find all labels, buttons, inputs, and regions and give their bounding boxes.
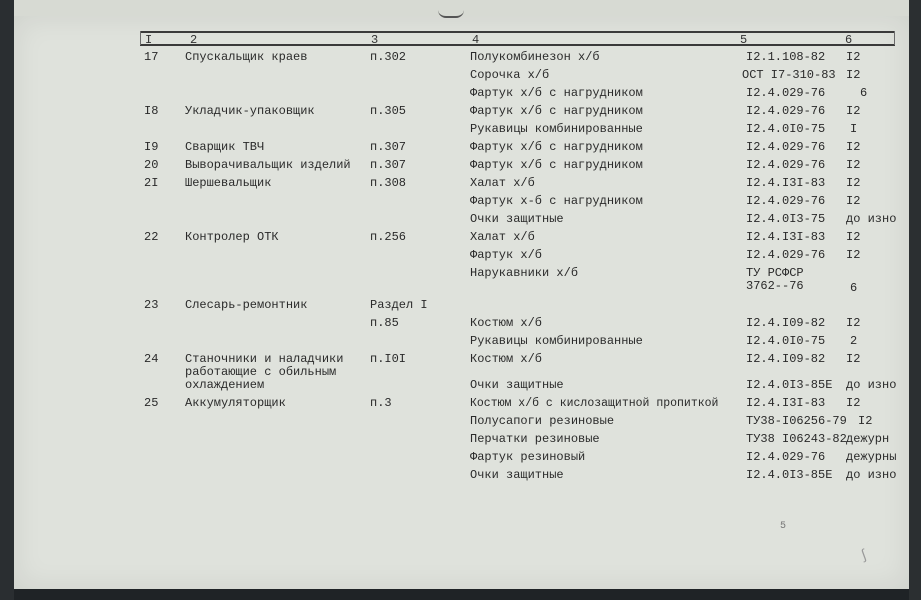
row-ref: п.I0I [370, 352, 407, 366]
row-qty: I2 [846, 158, 861, 172]
row-qty: дежурн [846, 432, 890, 446]
row-title: Спускальщик краев [185, 50, 308, 64]
row-num: 2I [144, 176, 159, 190]
row-std: I2.4.I3I-83 [746, 396, 826, 410]
row-std: ТУ38 I06243-82 [746, 432, 847, 446]
row-qty: I2 [846, 68, 861, 82]
row-ref: п.307 [370, 158, 407, 172]
row-num: I9 [144, 140, 159, 154]
row-qty: I2 [846, 230, 861, 244]
header-top-rule [140, 31, 895, 33]
row-item: Фартук резиновый [470, 450, 586, 464]
row-std: I2.4.029-76 [746, 450, 826, 464]
row-std: I2.4.I09-82 [746, 316, 826, 330]
row-std: I2.4.029-76 [746, 104, 826, 118]
header-left-line [140, 31, 141, 45]
row-item: Нарукавники х/б [470, 266, 579, 280]
row-num: 23 [144, 298, 159, 312]
row-num: 22 [144, 230, 159, 244]
row-item: Халат х/б [470, 176, 535, 190]
row-qty: I2 [858, 414, 873, 428]
row-std: I2.4.0I0-75 [746, 334, 826, 348]
binding-mark [438, 8, 464, 18]
row-title: Шершевальщик [185, 176, 272, 190]
row-item: Фартук х/б с нагрудником [470, 140, 643, 154]
col-header-5: 5 [740, 33, 748, 47]
row-std: I2.4.029-76 [746, 140, 826, 154]
row-qty: I2 [846, 248, 861, 262]
row-std: I2.4.I09-82 [746, 352, 826, 366]
row-item: Фартук х/б с нагрудником [470, 104, 643, 118]
row-num: 24 [144, 352, 159, 366]
row-item: Костюм х/б [470, 316, 543, 330]
col-header-6: 6 [845, 33, 853, 47]
row-std: I2.4.0I0-75 [746, 122, 826, 136]
row-std: I2.4.I3I-83 [746, 230, 826, 244]
scan-left-edge [0, 0, 14, 600]
row-ref: п.302 [370, 50, 407, 64]
row-qty: 6 [850, 281, 858, 295]
row-num: I8 [144, 104, 159, 118]
row-ref: п.256 [370, 230, 407, 244]
row-qty: I2 [846, 316, 861, 330]
row-title: Станочники и наладчики работающие с обильным охлаждением [185, 352, 344, 392]
row-item: Костюм х/б с кислозащитной пропиткой [470, 397, 719, 410]
row-title: Контролер ОТК [185, 230, 279, 244]
header-bottom-rule [140, 44, 895, 46]
row-qty: до изно [846, 468, 897, 482]
row-std: ТУ38-I06256-79 [746, 414, 847, 428]
row-qty: до изно [846, 212, 897, 226]
row-qty: I2 [846, 104, 861, 118]
row-title: Выворачивальщик изделий [185, 158, 351, 172]
row-item: Фартук х/б с нагрудником [470, 86, 643, 100]
row-title: Аккумуляторщик [185, 396, 286, 410]
page-top-edge [14, 0, 921, 16]
row-qty: I2 [846, 194, 861, 208]
row-qty: I2 [846, 176, 861, 190]
row-std: ОСТ I7-310-83 [742, 68, 836, 82]
row-item: Фартук х/б с нагрудником [470, 158, 643, 172]
row-ref: п.3 [370, 396, 392, 410]
row-title: Укладчик-упаковщик [185, 104, 315, 118]
row-std: I2.4.029-76 [746, 86, 826, 100]
row-std: ТУ РСФСР 3762--76 [746, 266, 804, 293]
row-ref: Раздел I [370, 298, 428, 312]
col-header-2: 2 [190, 33, 198, 47]
row-item: Полусапоги резиновые [470, 414, 615, 428]
row-std: I2.4.029-76 [746, 248, 826, 262]
row-item: Очки защитные [470, 378, 564, 392]
scan-right-edge [909, 0, 921, 600]
row-qty: 6 [860, 86, 868, 100]
row-item: Полукомбинезон х/б [470, 50, 600, 64]
page-number: 5 [780, 521, 787, 532]
row-ref: п.305 [370, 104, 407, 118]
row-std: I2.4.I3I-83 [746, 176, 826, 190]
row-item: Халат х/б [470, 230, 535, 244]
row-item: Очки защитные [470, 468, 564, 482]
row-std: I2.1.108-82 [746, 50, 826, 64]
row-item: Рукавицы комбинированные [470, 122, 643, 136]
col-header-1: I [145, 33, 153, 47]
row-item: Фартук х-б с нагрудником [470, 194, 643, 208]
row-ref: п.85 [370, 316, 399, 330]
row-qty: I2 [846, 352, 861, 366]
row-std: I2.4.0I3-75 [746, 212, 826, 226]
row-item: Перчатки резиновые [470, 432, 600, 446]
row-item: Рукавицы комбинированные [470, 334, 643, 348]
row-item: Костюм х/б [470, 352, 543, 366]
row-qty: I2 [846, 50, 861, 64]
row-std: I2.4.0I3-85Е [746, 378, 833, 392]
header-right-line [894, 31, 895, 45]
row-num: 17 [144, 50, 159, 64]
row-qty: до изно [846, 378, 897, 392]
row-qty: I2 [846, 396, 861, 410]
row-item: Сорочка х/б [470, 68, 550, 82]
row-item: Очки защитные [470, 212, 564, 226]
col-header-4: 4 [472, 33, 480, 47]
row-ref: п.307 [370, 140, 407, 154]
row-ref: п.308 [370, 176, 407, 190]
scribble-mark: ∫ [857, 547, 871, 565]
row-num: 25 [144, 396, 159, 410]
row-qty: I [850, 122, 858, 136]
row-title: Слесарь-ремонтник [185, 298, 308, 312]
row-num: 20 [144, 158, 159, 172]
row-qty: I2 [846, 140, 861, 154]
row-item: Фартук х/б [470, 248, 543, 262]
row-title: Сварщик ТВЧ [185, 140, 265, 154]
row-qty: 2 [850, 334, 858, 348]
row-std: I2.4.029-76 [746, 158, 826, 172]
row-std: I2.4.0I3-85Е [746, 468, 833, 482]
col-header-3: 3 [371, 33, 379, 47]
row-qty: дежурны [846, 450, 897, 464]
row-std: I2.4.029-76 [746, 194, 826, 208]
